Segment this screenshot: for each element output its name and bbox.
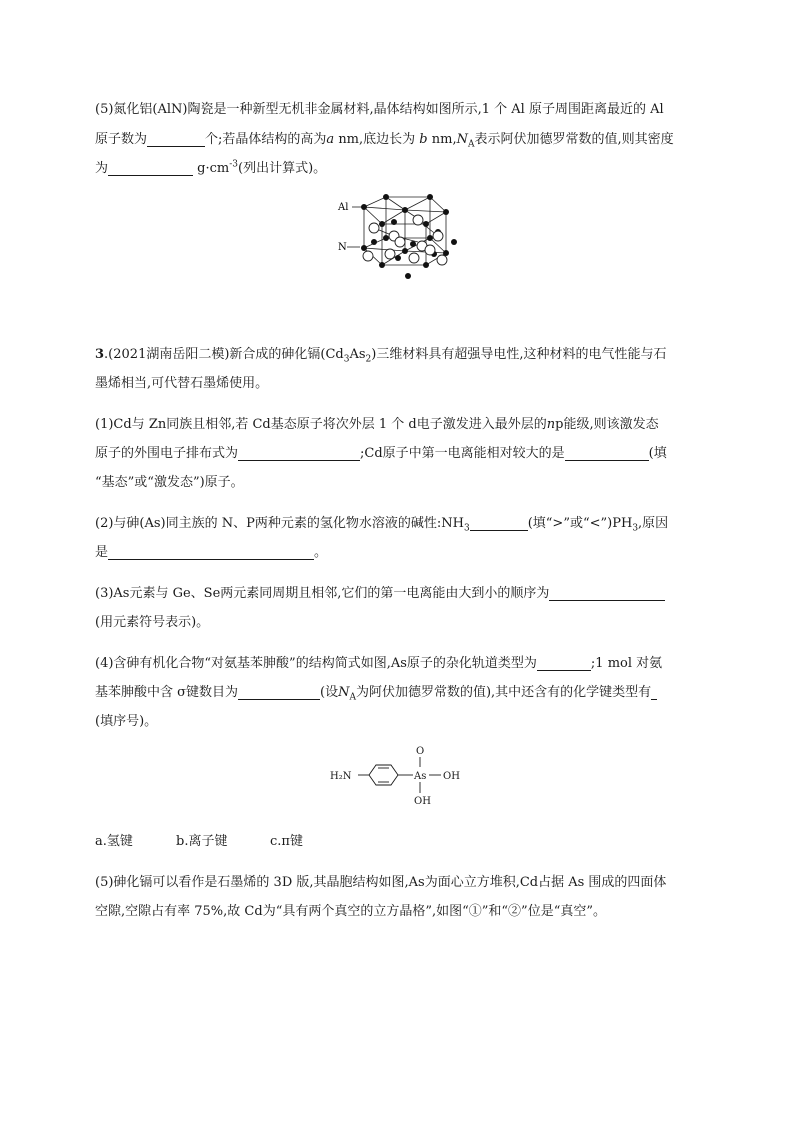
struct-h2n-label: H₂N [330,771,352,782]
q3-p5-line-2 [95,899,705,925]
q3-text: 空隙,空隙占有率 75%,故 Cd为“具有两个真空的立方晶格”,如图“①”和“②”位是“真空”。 [95,904,606,919]
subscript: A [467,139,475,150]
answer-blank[interactable] [147,130,205,147]
subscript: 3 [463,523,470,534]
q3-text: (用元素符号表示)。 [95,615,210,630]
q3-text: .(2021湖南岳阳二模)新合成的砷化镉(Cd [104,347,344,362]
answer-blank[interactable] [108,543,314,560]
q5-text: (5)氮化铝(AlN)陶瓷是一种新型无机非金属材料,晶体结构如图所示,1 个 Al 原子周围距离最近的 Al [95,102,664,117]
q3-text: 原子的外围电子排布式为 [95,446,239,461]
q5-line-1 [95,97,705,123]
var-n: n [546,417,556,432]
answer-blank[interactable] [537,654,591,671]
answer-blank[interactable] [565,444,649,461]
aln-crystal-figure [334,192,460,284]
question-number: 3 [95,347,105,362]
q3-p1-line-2 [95,441,705,467]
q3-text: )三维材料具有超强导电性,这种材料的电气性能与石 [371,347,667,362]
q3-p4-line-2 [95,680,705,706]
struct-oh-label: OH [414,796,431,807]
var-a: a [326,132,335,147]
option-b: b.离子键 [176,834,228,849]
q3-text: (1)Cd与 Zn同族且相邻,若 Cd基态原子将次外层 1 个 d电子激发进入最外层的 [95,417,547,432]
answer-blank[interactable] [470,514,528,531]
q5-text: (列出计算式)。 [238,161,327,176]
q3-text: (3)As元素与 Ge、Se两元素同周期且相邻,它们的第一电离能由大到小的顺序为 [95,586,550,601]
q5-line-3 [95,156,705,182]
var-n: N [456,132,468,147]
superscript: -3 [229,159,238,170]
q5-text: nm,底边长为 [338,132,416,147]
q3-text: (4)含砷有机化合物“对氨基苯胂酸”的结构简式如图,As原子的杂化轨道类型为 [95,656,537,671]
fig-label-al: Al [338,202,349,213]
answer-blank[interactable] [108,159,193,176]
fig-label-n: N [338,242,347,253]
q5-text: 为 [95,161,109,176]
q3-text: p能级,则该激发态 [555,417,659,432]
q3-text: ;Cd原子中第一电离能相对较大的是 [360,446,565,461]
q3-line-2 [95,371,705,397]
q3-text: 基苯胂酸中含 σ键数目为 [95,685,239,700]
q5-text: nm, [431,132,457,147]
q3-text: 墨烯相当,可代替石墨烯使用。 [95,376,269,391]
q3-text: As [349,347,366,362]
q5-line-2 [95,127,705,153]
q3-text: 是 [95,545,109,560]
answer-blank[interactable] [651,683,657,700]
subscript: 2 [365,354,372,365]
answer-blank[interactable] [549,584,665,601]
q5-text: 个;若晶体结构的高为 [205,132,327,147]
q3-line-1 [95,342,705,368]
answer-blank[interactable] [238,683,320,700]
answer-blank[interactable] [238,444,360,461]
subscript: 3 [343,354,350,365]
option-c: c.π键 [270,834,303,849]
q3-text: (填“>”或“<”)PH [527,516,633,531]
struct-o-label: O [416,746,425,757]
q3-text: (5)砷化镉可以看作是石墨烯的 3D 版,其晶胞结构如图,As为面心立方堆积,Cd占据 As 围成的四面体 [95,875,667,890]
q3-text: ;1 mol 对氨 [590,656,663,671]
q3-text: ,原因 [638,516,669,531]
struct-as-label: As [414,771,427,782]
q3-p1-line-1 [95,412,705,438]
unit: g·cm [197,161,230,176]
q3-p3-line-1 [95,581,705,607]
q3-p2-line-2 [95,540,705,566]
q3-text: (填 [648,446,667,461]
q3-p4-line-3 [95,709,705,735]
q3-text: (2)与砷(As)同主族的 N、P两种元素的氢化物水溶液的碱性:NH [95,516,464,531]
q3-p5-line-1 [95,870,705,896]
q3-p1-line-3 [95,470,705,496]
q5-text: 表示阿伏加德罗常数的值,则其密度 [474,132,674,147]
var-n: N [338,685,350,700]
q3-text: 。 [314,545,328,560]
q3-p2-line-1 [95,511,705,537]
q3-text: (填序号)。 [95,714,158,729]
q5-text: 原子数为 [95,132,148,147]
q3-text: (设 [320,685,339,700]
q3-text: “基态”或“激发态”)原子。 [95,475,244,490]
option-a: a.氢键 [95,834,133,849]
var-b: b [419,132,428,147]
arsanilic-acid-structure [330,738,470,810]
subscript: 3 [632,523,639,534]
q3-p3-line-2 [95,610,705,636]
subscript: A [349,692,356,703]
q3-p4-line-1 [95,651,705,677]
q3-text: 为阿伏加德罗常数的值),其中还含有的化学键类型有 [355,685,652,700]
benzene-ring [358,757,441,793]
struct-oh-label: OH [443,771,460,782]
